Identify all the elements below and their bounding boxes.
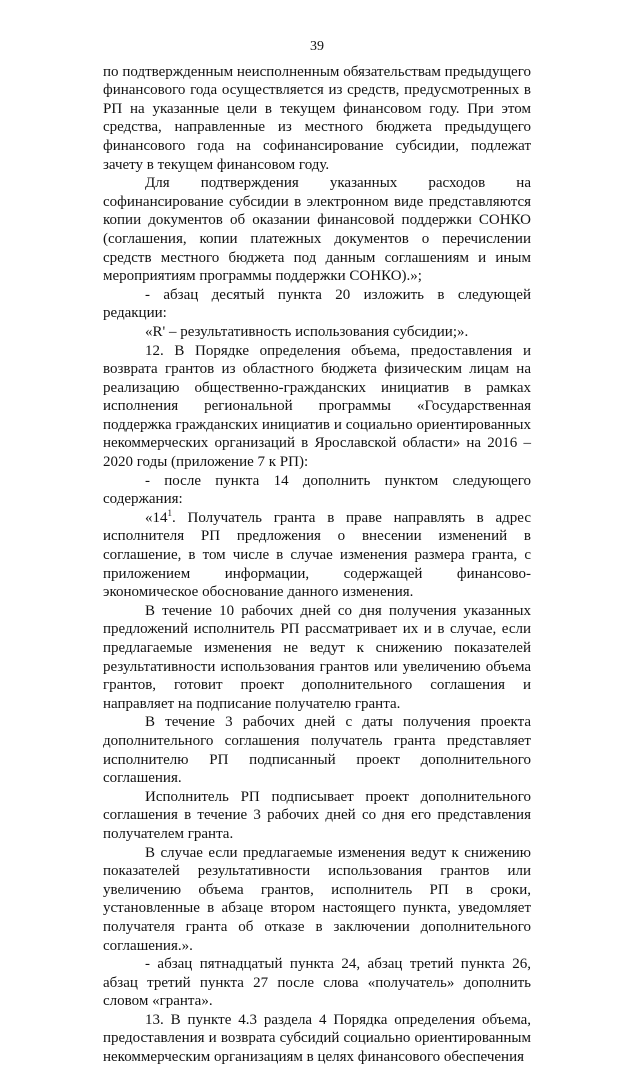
paragraph-3: - абзац десятый пункта 20 изложить в следующей редакции:: [103, 286, 531, 322]
paragraph-4: «R' – результативность использования субсидии;».: [145, 323, 469, 340]
clause-number: «14: [145, 509, 168, 526]
paragraph-1: по подтвержденным неисполненным обязательствам предыдущего финансового года осуществляется из средств, предусмотренных в РП на указанные цели в текущем финансовом году. При этом средства, направленные из местного бюджета предыдущего финансового года на софинансирование субсидии, подлежат зачету в текущем финансовом году.: [103, 63, 531, 173]
paragraph-13: 13. В пункте 4.3 раздела 4 Порядка определения объема, предоставления и возврата субсидий социально ориентированным некоммерческим организациям в целях финансового обеспечения: [103, 1011, 531, 1066]
document-page: [103, 38, 531, 1067]
page-number: 39: [310, 39, 324, 54]
paragraph-7: [103, 509, 531, 602]
paragraph-5: 12. В Порядке определения объема, предоставления и возврата грантов из областного бюджета физическим лицам на реализацию общественно-гражданских инициатив в рамках исполнения региональной программы «Государственная поддержка гражданских инициатив и социально ориентированных некоммерческих организаций в Ярославской области» на 2016 – 2020 годы (приложение 7 к РП):: [103, 342, 531, 471]
paragraph-2: Для подтверждения указанных расходов на софинансирование субсидии в электронном виде представляются копии документов об оказании финансовой поддержки СОНКО (соглашения, копии платежных документов о перечислении средств местного бюджета под данным соглашениям и иным мероприятиям программы поддержки СОНКО).»;: [103, 175, 531, 285]
paragraph-10: Исполнитель РП подписывает проект дополнительного соглашения в течение 3 рабочих дней со дня его представления получателем гранта.: [103, 788, 531, 842]
paragraph-7-text: . Получатель гранта в праве направлять в адрес исполнителя РП предложения о внесении изменений в соглашение, в том числе в случае изменения размера гранта, с приложением информации, содержащей финансово-экономическое обоснование данного изменения.: [103, 509, 531, 601]
paragraph-6: - после пункта 14 дополнить пунктом следующего содержания:: [103, 472, 531, 508]
paragraph-11: В случае если предлагаемые изменения ведут к снижению показателей результативности использования грантов или увеличению объема грантов, исполнитель РП в сроки, установленные в абзаце втором настоящего пункта, уведомляет получателя гранта об отказе в заключении дополнительного соглашения.».: [103, 844, 531, 954]
clause-superscript: 1: [167, 507, 172, 518]
paragraph-9: В течение 3 рабочих дней с даты получения проекта дополнительного соглашения получатель гранта представляет исполнителю РП подписанный проект дополнительного соглашения.: [103, 714, 531, 787]
paragraph-12: - абзац пятнадцатый пункта 24, абзац третий пункта 26, абзац третий пункта 27 после слова «получатель» дополнить словом «гранта».: [103, 956, 531, 1010]
paragraph-8: В течение 10 рабочих дней со дня получения указанных предложений исполнитель РП рассматривает их и в случае, если предлагаемые изменения не ведут к снижению показателей результативности использования грантов или увеличению объема грантов, готовит проект дополнительного соглашения и направляет на подписание получателю гранта.: [103, 602, 531, 712]
